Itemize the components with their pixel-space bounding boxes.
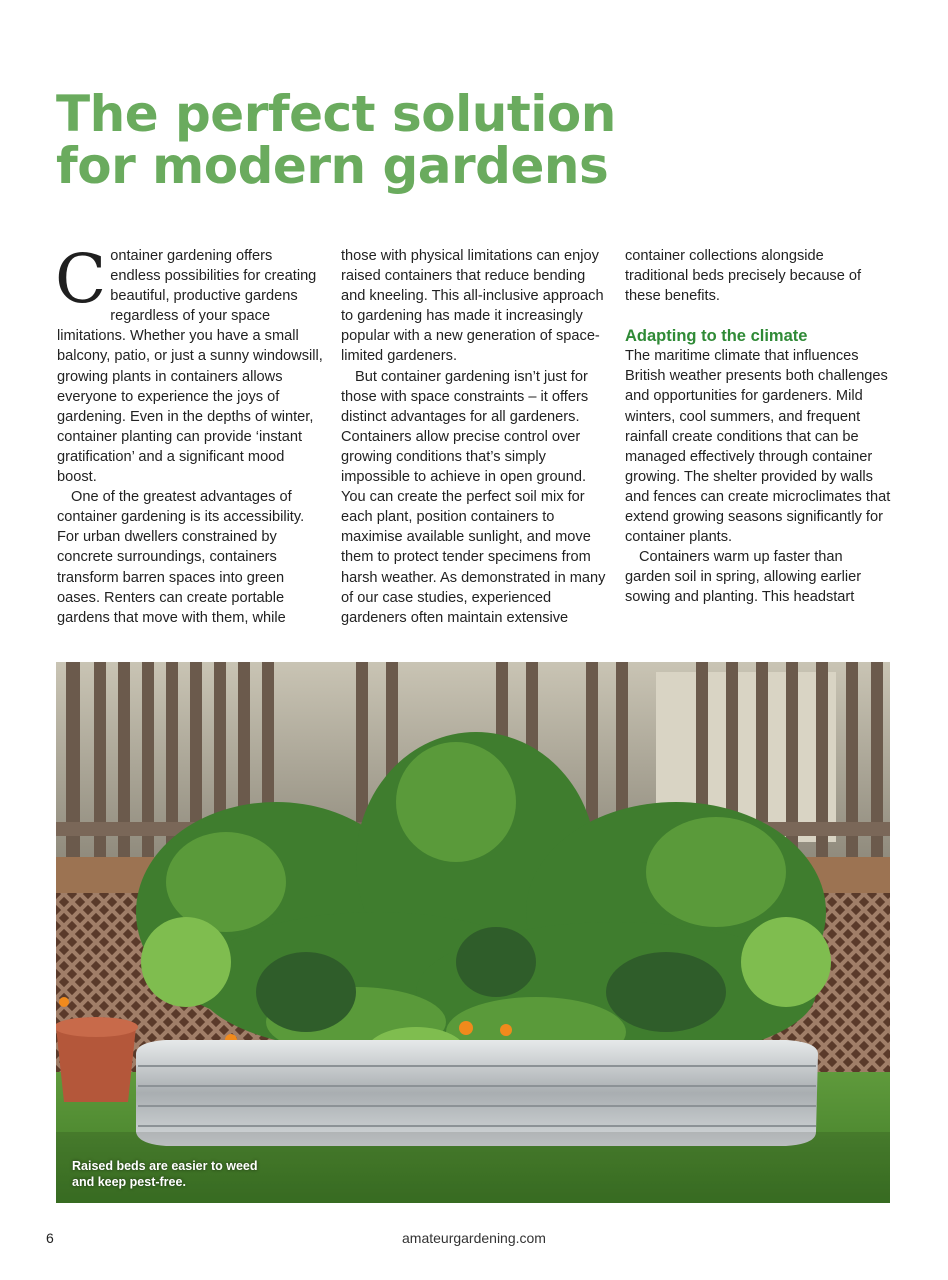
page-number: 6: [46, 1230, 54, 1246]
garden-photo: [56, 662, 890, 1203]
article-paragraph: [55, 240, 323, 487]
article-paragraph: those with physical limitations can enjoy raised containers that reduce bending and kneeling. This all-inclusive approach to gardening has made it increasingly popular with a new generation of space-limited gardeners.: [341, 248, 604, 365]
article-column-3: [625, 246, 891, 608]
article-column-1: [55, 240, 323, 628]
article-paragraph: Containers warm up faster than garden soil in spring, allowing earlier sowing and planting. This headstart: [625, 549, 862, 606]
photo-caption: Raised beds are easier to weed and keep pest-free.: [72, 1159, 258, 1189]
article-paragraph: The maritime climate that influences British weather presents both challenges and opportunities for gardeners. Mild winters, cool summers, and frequent rainfall create conditions that can be managed effectively through container growing. The shelter provided by walls and fences can create microclimates that extend growing seasons significantly for container plants.: [625, 348, 891, 546]
article-paragraph: One of the greatest advantages of container gardening is its accessibility. For urban dwellers constrained by concrete surroundings, containers transform barren spaces into green oases. Renters can create portable gardens that move with them, while: [57, 489, 305, 626]
raised-bed-illustration: [56, 662, 890, 1203]
page-title: [56, 85, 616, 195]
website-link[interactable]: amateurgardening.com: [402, 1230, 546, 1246]
drop-cap: C: [55, 240, 107, 318]
title-line-1: The perfect solution: [56, 85, 616, 143]
section-subheading: Adapting to the climate: [625, 327, 808, 346]
title-line-2: for modern gardens: [56, 137, 609, 195]
article-paragraph: But container gardening isn’t just for those with space constraints – it offers distinct advantages for all gardeners. Containers allow precise control over growing conditions that’s simply impossible to achieve in open ground. You can create the perfect soil mix for each plant, position containers to maximise available sunlight, and move them to protect tender specimens from harsh weather. As demonstrated in many of our case studies, experienced gardeners often maintain extensive: [341, 368, 606, 626]
article-paragraph: container collections alongside traditional beds precisely because of these benefits.: [625, 248, 862, 305]
article-column-2: [341, 246, 607, 628]
paragraph-text: ontainer gardening offers endless possibilities for creating beautiful, productive gardens regardless of your space limitations. Whether you have a small balcony, patio, or just a sunny windowsill, growing plants in containers allows everyone to experience the joys of gardening. Even in the depths of winter, container planting can provide ‘instant gratification’ and a significant mood boost.: [57, 248, 323, 486]
